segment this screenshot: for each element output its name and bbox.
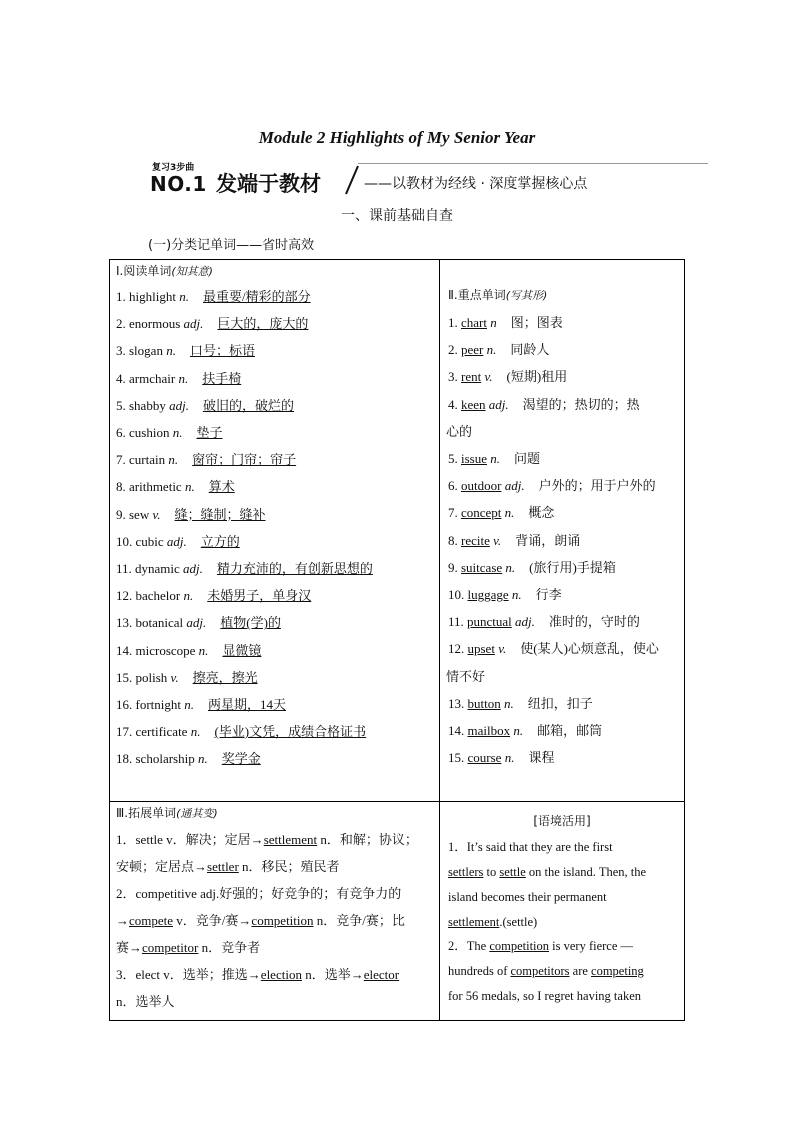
section-heading: 一、课前基础自查 — [341, 208, 453, 224]
word-term: certificate — [135, 724, 188, 740]
word-pos: n — [486, 315, 497, 330]
word-term: microscope — [135, 642, 196, 658]
word-pos: n. — [483, 342, 497, 358]
context-box — [439, 801, 685, 1021]
word-term: arithmetic — [129, 479, 182, 495]
word-meaning: 使(某人)心烦意乱，使心 — [520, 641, 659, 657]
banner-step: 复习3步曲 — [152, 163, 195, 173]
word-item — [116, 370, 241, 388]
word-meaning: 口号；标语 — [189, 343, 255, 359]
word-term: punctual — [467, 614, 512, 630]
word-pos: v. — [489, 532, 502, 548]
word-term: upset — [467, 641, 495, 657]
word-pos: n. — [508, 587, 522, 602]
banner-number: NO.1 — [150, 172, 207, 196]
extend-line: 赛→competitor n．竞争者 — [116, 940, 261, 955]
word-pos: adj. — [180, 316, 204, 332]
extend-words-box — [109, 801, 440, 1021]
word-item — [116, 397, 294, 415]
word-term: sew — [129, 506, 150, 522]
word-term: peer — [461, 342, 484, 358]
word-item — [116, 669, 258, 687]
word-item — [448, 640, 659, 658]
word-pos: n. — [162, 343, 176, 359]
word-item — [448, 504, 554, 522]
word-item — [116, 723, 366, 741]
word-item — [448, 532, 580, 550]
reading-header: Ⅰ.阅读单词(知其意) — [116, 264, 213, 278]
word-term: shabby — [129, 397, 166, 413]
word-pos: n. — [501, 750, 515, 766]
word-pos: n. — [165, 452, 179, 468]
word-term: fortnight — [135, 697, 181, 712]
word-pos: v. — [167, 669, 179, 685]
context-header: [语境活用] — [533, 814, 591, 828]
word-item — [116, 315, 308, 333]
word-number: 7. — [116, 452, 129, 468]
extend-line: n．选举人 — [116, 994, 175, 1009]
word-item — [116, 451, 296, 469]
extend-header: Ⅲ.拓展单词(通其变) — [116, 806, 218, 820]
word-item — [448, 586, 562, 604]
word-term: polish — [135, 669, 168, 685]
word-meaning: 问题 — [514, 451, 541, 466]
word-number: 11. — [448, 614, 468, 630]
word-pos: n. — [502, 559, 516, 575]
word-item — [448, 477, 656, 495]
word-meaning-cont: 情不好 — [446, 668, 486, 684]
word-meaning: 图；图表 — [510, 315, 563, 330]
word-pos: v. — [149, 506, 161, 522]
word-item — [116, 750, 261, 768]
word-pos: adj. — [501, 478, 525, 494]
word-item — [448, 749, 554, 767]
word-item — [116, 560, 373, 578]
word-meaning: 概念 — [528, 505, 555, 521]
word-item — [448, 396, 640, 414]
word-number: 5. — [448, 451, 461, 466]
word-pos: adj. — [165, 397, 189, 413]
word-term: mailbox — [467, 723, 511, 738]
word-number: 14. — [116, 642, 136, 658]
word-meaning: 扶手椅 — [202, 370, 242, 386]
word-number: 8. — [116, 479, 129, 495]
word-number: 2. — [448, 342, 461, 358]
word-number: 13. — [448, 695, 468, 711]
word-item — [116, 614, 281, 632]
word-meaning: 未婚男子，单身汉 — [207, 588, 312, 604]
word-number: 5. — [116, 397, 129, 413]
word-item — [448, 559, 616, 577]
word-number: 1. — [116, 289, 129, 304]
word-item — [116, 506, 266, 524]
word-number: 17. — [116, 724, 136, 740]
word-number: 13. — [116, 615, 136, 631]
word-number: 18. — [116, 751, 136, 767]
word-meaning: (毕业)文凭，成绩合格证书 — [214, 724, 367, 740]
word-pos: n. — [175, 289, 189, 304]
word-meaning-cont: 心的 — [446, 423, 473, 439]
word-pos: n. — [180, 588, 194, 604]
word-item — [116, 587, 311, 605]
word-number: 3. — [116, 343, 129, 359]
word-meaning: 准时的，守时的 — [548, 614, 640, 630]
word-term: suitcase — [461, 559, 503, 575]
key-words-box — [439, 259, 685, 802]
slash-icon — [342, 164, 362, 196]
word-number: 4. — [448, 396, 461, 412]
word-pos: adj. — [511, 614, 535, 630]
context-paragraph-1: 1．It’s said that they are the first settlers to settle on the island. Then, the island becomes their permanent settlement.(settle) — [448, 840, 647, 929]
page-title: Module 2 Highlights of My Senior Year — [258, 128, 536, 147]
word-pos: n. — [187, 724, 201, 740]
word-meaning: 两星期，14天 — [208, 697, 287, 712]
word-pos: n. — [487, 451, 500, 466]
word-number: 4. — [116, 370, 129, 386]
word-meaning: 缝；缝制；缝补 — [174, 506, 266, 522]
word-number: 1. — [448, 315, 461, 330]
word-meaning: 立方的 — [200, 533, 240, 549]
word-pos: v. — [494, 641, 507, 657]
word-item — [116, 533, 240, 551]
word-meaning: 户外的；用于户外的 — [538, 478, 656, 494]
extend-line: 2．competitive adj.好强的；好竞争的；有竞争力的 — [116, 886, 402, 901]
word-term: dynamic — [135, 561, 180, 576]
word-item — [116, 642, 261, 660]
extend-line: 安顿；定居点→settler n．移民；殖民者 — [116, 859, 340, 874]
word-pos: n. — [195, 642, 209, 658]
word-item — [116, 424, 222, 442]
word-pos: n. — [501, 505, 515, 521]
word-meaning: 奖学金 — [221, 751, 261, 767]
extend-line: →compete v．竞争/赛→competition n．竞争/赛；比 — [116, 913, 405, 928]
word-term: curtain — [129, 452, 166, 468]
word-item — [116, 342, 255, 360]
word-number: 9. — [116, 506, 129, 522]
word-term: chart — [461, 315, 487, 330]
word-pos: n. — [510, 723, 524, 738]
reading-words-box — [109, 259, 440, 802]
word-term: recite — [461, 532, 490, 548]
context-paragraph-2: 2．The competition is very fierce — hundreds of competitors are competing for 56 medals, so I regret having taken — [448, 939, 644, 1003]
word-term: luggage — [467, 587, 509, 602]
word-item — [448, 722, 602, 740]
word-number: 12. — [116, 588, 136, 604]
word-pos: adj. — [179, 561, 203, 576]
word-number: 15. — [116, 669, 136, 685]
word-term: highlight — [129, 289, 176, 304]
word-meaning: 精力充沛的，有创新思想的 — [216, 561, 373, 576]
word-term: bachelor — [135, 588, 181, 604]
word-meaning: 课程 — [528, 750, 555, 766]
word-meaning: 背诵，朗诵 — [515, 532, 581, 548]
word-number: 14. — [448, 723, 468, 738]
word-number: 15. — [448, 750, 468, 766]
word-meaning: 垫子 — [196, 425, 223, 440]
word-meaning: 擦亮，擦光 — [192, 669, 258, 685]
word-number: 10. — [448, 587, 468, 602]
word-pos: n. — [500, 695, 514, 711]
banner-main: 发端于教材 — [216, 172, 321, 196]
word-term: button — [467, 695, 501, 711]
word-number: 10. — [116, 533, 136, 549]
word-pos: n. — [175, 370, 189, 386]
word-pos: adj. — [183, 615, 207, 631]
word-pos: n. — [169, 425, 183, 440]
word-item — [116, 478, 235, 496]
word-item — [448, 695, 593, 713]
word-meaning: 纽扣，扣子 — [527, 695, 593, 711]
word-item — [116, 288, 311, 306]
word-number: 6. — [116, 425, 129, 440]
word-term: outdoor — [461, 478, 502, 494]
word-meaning: 渴望的；热切的；热 — [522, 396, 640, 412]
word-number: 3. — [448, 369, 461, 385]
word-pos: v. — [481, 369, 493, 385]
word-number: 2. — [116, 316, 129, 332]
word-meaning: 算术 — [208, 479, 235, 495]
subsection-heading: (一)分类记单词——省时高效 — [148, 238, 315, 253]
word-term: scholarship — [135, 751, 195, 767]
banner-rule — [358, 163, 708, 164]
word-term: concept — [461, 505, 502, 521]
word-item — [448, 368, 567, 386]
word-item — [448, 341, 549, 359]
extend-line: 1．settle v．解决；定居→settlement n．和解；协议； — [116, 832, 418, 847]
word-number: 11. — [116, 561, 136, 576]
word-meaning: 破旧的，破烂的 — [202, 397, 294, 413]
word-meaning: 行李 — [535, 587, 562, 602]
word-meaning: 巨大的，庞大的 — [217, 316, 309, 332]
word-number: 8. — [448, 532, 461, 548]
word-item — [116, 696, 286, 714]
word-number: 6. — [448, 478, 461, 494]
word-term: slogan — [129, 343, 163, 359]
word-meaning: 植物(学)的 — [220, 615, 281, 631]
word-term: rent — [461, 369, 482, 385]
word-meaning: 显微镜 — [222, 642, 262, 658]
word-number: 7. — [448, 505, 461, 521]
word-item — [448, 314, 563, 332]
word-pos: n. — [194, 751, 208, 767]
word-number: 16. — [116, 697, 136, 712]
word-meaning: (短期)租用 — [506, 369, 568, 385]
word-term: armchair — [129, 370, 176, 386]
word-term: cushion — [129, 425, 170, 440]
word-term: issue — [461, 451, 487, 466]
word-meaning: (旅行用)手提箱 — [529, 559, 616, 575]
word-item — [448, 450, 540, 468]
word-number: 9. — [448, 559, 461, 575]
word-pos: adj. — [485, 396, 509, 412]
word-pos: n. — [181, 479, 195, 495]
word-item — [448, 613, 640, 631]
word-term: enormous — [129, 316, 181, 332]
word-meaning: 同龄人 — [510, 342, 550, 358]
word-meaning: 窗帘；门帘；帘子 — [192, 452, 297, 468]
key-header: Ⅱ.重点单词(写其形) — [448, 288, 548, 302]
word-pos: adj. — [163, 533, 187, 549]
word-term: cubic — [135, 533, 164, 549]
section-banner — [150, 160, 710, 196]
banner-subtitle: ——以教材为经线 · 深度掌握核心点 — [364, 176, 588, 192]
word-number: 12. — [448, 641, 468, 657]
word-term: botanical — [135, 615, 184, 631]
word-meaning: 邮箱，邮筒 — [537, 723, 603, 738]
word-meaning: 最重要/精彩的部分 — [202, 289, 311, 304]
word-term: course — [467, 750, 502, 766]
word-term: keen — [461, 396, 486, 412]
word-pos: n. — [181, 697, 194, 712]
extend-line: 3．elect v．选举；推选→election n．选举→elector — [116, 967, 400, 982]
